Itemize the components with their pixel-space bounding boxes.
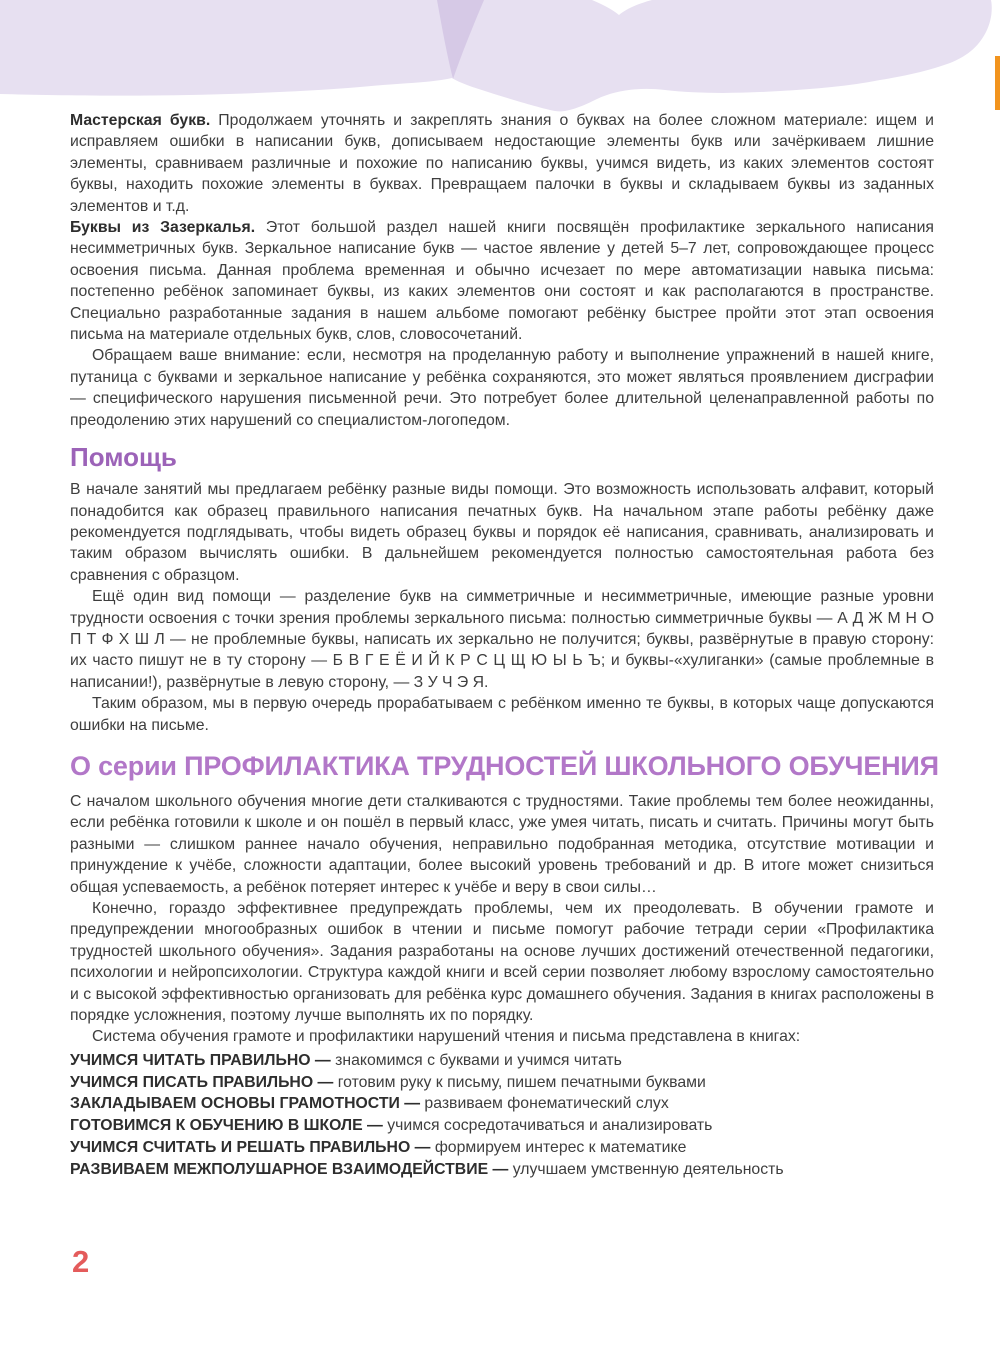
book-description: улучшаем умственную деятельность: [512, 1160, 784, 1178]
book-title: УЧИМСЯ СЧИТАТЬ И РЕШАТЬ ПРАВИЛЬНО: [70, 1139, 411, 1157]
paragraph-help-alphabet: В начале занятий мы предлагаем ребёнку разные виды помощи. Это возможность использовать алфавит, который понадобится как образец правильного написания печатных букв. На начальном этапе работы ребёнку даже рекомендуется подглядывать, чтобы видеть образец буквы и порядок её написания, сравнивать, анализировать и таким образом вычислять ошибки. В дальнейшем рекомендуется полностью самостоятельная работа без сравнения с образцом.: [70, 481, 934, 584]
book-description: развиваем фонематический слух: [424, 1095, 669, 1113]
dash-separator: —: [310, 1051, 336, 1069]
page-number: 2: [72, 1244, 90, 1279]
list-item: [70, 1093, 934, 1115]
book-title: ЗАКЛАДЫВАЕМ ОСНОВЫ ГРАМОТНОСТИ: [70, 1095, 400, 1113]
list-item: [70, 1072, 934, 1094]
dash-separator: —: [362, 1117, 388, 1135]
paragraph-letter-workshop: [70, 110, 934, 217]
dash-separator: —: [399, 1095, 425, 1113]
left-blob-shape: [0, 0, 472, 96]
paragraph-help-conclusion: Таким образом, мы в первую очередь прорабатываем с ребёнком именно те буквы, в которых чаще допускаются ошибки на письме.: [70, 695, 934, 734]
paragraph-books-intro: Система обучения грамоте и профилактики нарушений чтения и письма представлена в книгах:: [92, 1028, 801, 1046]
section-heading-series: [70, 750, 939, 782]
paragraph-help-letter-groups: Ещё один вид помощи — разделение букв на симметричные и несимметричные, имеющие разные уровни трудности освоения с точки зрения проблемы зеркального письма: полностью симметричные буквы — А Д Ж М Н О П Т Ф Х Ш Л — не проблемные буквы, написать их зеркально не получится; буквы, развёрнутые в правую сторону: их часто пишут не в ту сторону — Б В Г Е Ё И Й К Р С Ц Щ Ю Ы Ь Ъ; и буквы-«хулиганки» (самые проблемные в написании!), развёрнутые в левую сторону, — З У Ч Э Я.: [70, 588, 934, 691]
paragraph-text: Продолжаем уточнять и закреплять знания о буквах на более сложном материале: ищем и исправляем ошибки в написании букв, дописываем недостающие элементы букв или зачёркиваем лишние элементы, сравниваем различные и похожие по написанию буквы, учимся видеть, из каких элементов состоят буквы, находить похожие элементы в буквах. Превращаем палочки в буквы и складываем буквы из заданных элементов и т.д.: [70, 112, 934, 215]
series-heading-title: ПРОФИЛАКТИКА ТРУДНОСТЕЙ ШКОЛЬНОГО ОБУЧЕНИЯ: [184, 750, 939, 781]
paragraph-mirror-letters: [70, 217, 934, 345]
book-title: УЧИМСЯ ПИСАТЬ ПРАВИЛЬНО: [70, 1073, 314, 1091]
book-description: учимся сосредотачиваться и анализировать: [387, 1117, 713, 1135]
list-item: [70, 1159, 934, 1181]
book-description: формируем интерес к математике: [434, 1139, 687, 1157]
list-item: [70, 1137, 934, 1159]
paragraph-lead: Буквы из Зазеркалья.: [70, 219, 256, 237]
book-description: знакомимся с буквами и учимся читать: [335, 1051, 622, 1069]
paragraph-school-difficulties: С началом школьного обучения многие дети сталкиваются с трудностями. Такие проблемы тем более неожиданны, если ребёнка готовили к школе и он пошёл в первый класс, уже умея читать, писать и считать. Причины могут быть разными — слишком раннее начало обучения, неправильно подобранная методика, отсутствие мотивации и принуждение к учёбе, сложности адаптации, более высокий уровень требований и др. В итоге может снизиться общая успеваемость, а ребёнок потеряет интерес к учёбе и веру в свои силы…: [70, 792, 934, 896]
book-list: [70, 1050, 934, 1181]
paragraph-series-description: Конечно, гораздо эффективнее предупреждать проблемы, чем их преодолевать. В обучении грамоте и предупреждении многообразных ошибок в чтении и письме помогут рабочие тетради серии «Профилактика трудностей школьного обучения». Задания разработаны на основе лучших достижений отечественной педагогики, психологии и нейропсихологии. Структура каждой книги и всей серии позволяет любому взрослому самостоятельно и с высокой эффективностью организовать для ребёнка курс домашнего обучения. Задания в книгах расположены в порядке усложнения, поэтому лучше выполнять их по порядку.: [70, 900, 934, 1025]
right-blob-shape: [452, 0, 992, 111]
section-heading-help: Помощь: [70, 442, 177, 473]
paragraph-lead: Мастерская букв.: [70, 112, 211, 129]
paragraph-text: Этот большой раздел нашей книги посвящён профилактике зеркального написания несимметричных букв. Зеркальное написание букв — частое явление у детей 5–7 лет, сопровождающее процесс освоения письма. Данная проблема временная и обычно исчезает по мере автоматизации навыка письма: постепенно ребёнок запоминает буквы, из каких элементов они состоят и как располагаются в пространстве. Специально разработанные задания в нашем альбоме помогают ребёнку быстрее пройти этот этап освоения письма на материале отдельных букв, слов, словосочетаний.: [70, 219, 934, 344]
list-item: [70, 1115, 934, 1137]
dash-separator: —: [488, 1160, 513, 1178]
book-title: УЧИМСЯ ЧИТАТЬ ПРАВИЛЬНО: [70, 1051, 311, 1069]
book-description: готовим руку к письму, пишем печатными буквами: [337, 1073, 706, 1091]
dash-separator: —: [313, 1073, 338, 1091]
list-item: [70, 1050, 934, 1072]
book-title: РАЗВИВАЕМ МЕЖПОЛУШАРНОЕ ВЗАИМОДЕЙСТВИЕ: [70, 1160, 489, 1178]
dash-separator: —: [410, 1139, 435, 1157]
paragraph-dysgraphia-note: Обращаем ваше внимание: если, несмотря на проделанную работу и выполнение упражнений в нашей книге, путаница с буквами и зеркальное написание у ребёнка сохраняются, это может являться проявлением дисграфии — специфического нарушения письменной речи. Это потребует более длительной целенаправленной работы по преодолению этих нарушений со специалистом-логопедом.: [70, 347, 934, 429]
orange-edge-marker: [995, 56, 1000, 110]
series-heading-prefix: О серии: [70, 750, 185, 781]
book-title: ГОТОВИМСЯ К ОБУЧЕНИЮ В ШКОЛЕ: [70, 1117, 363, 1135]
page-text-content: [70, 110, 939, 1181]
